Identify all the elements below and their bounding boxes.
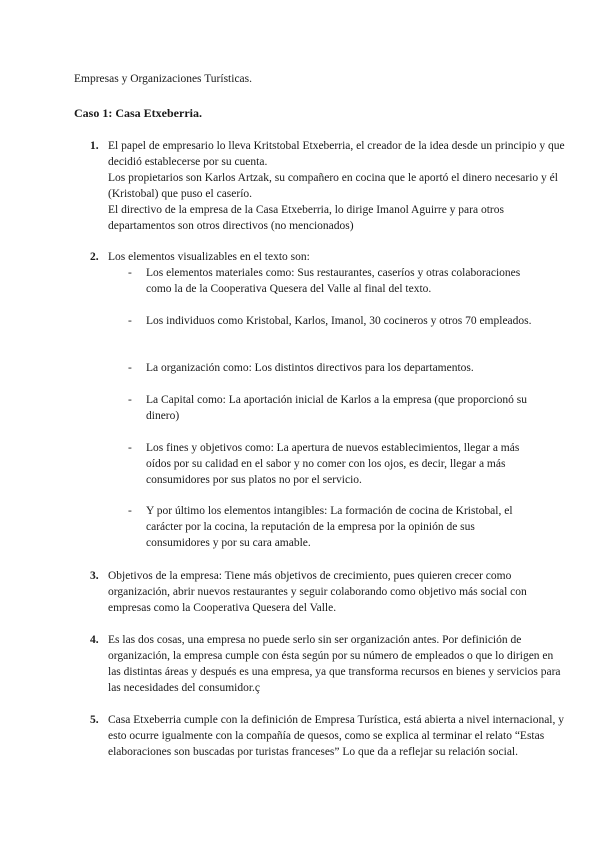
question-body xyxy=(108,712,568,760)
question-body xyxy=(108,568,568,616)
question-body xyxy=(108,138,568,234)
question-number: 2. xyxy=(90,251,99,263)
paragraph: Casa Etxeberria cumple con la definición de Empresa Turística, está abierta a nivel internacional, y esto ocurre igualmente con la compañía de quesos, como se explica al terminar el relato “Estas elaboraciones son buscadas por turistas franceses” Lo que da a reflejar su relación social. xyxy=(108,714,565,758)
case-title: Caso 1: Casa Etxeberria. xyxy=(74,106,202,120)
paragraph: Es las dos cosas, una empresa no puede serlo sin ser organización antes. Por definición de organización, la empresa cumple con ésta según por su número de empleados o que lo dirigen en las distintas áreas y después es una empresa, ya que transforma recursos en bienes y servicios para las necesidades del consumidor.ç xyxy=(108,634,561,694)
paragraph: El papel de empresario lo lleva Kritstobal Etxeberria, el creador de la idea desde un principio y que decidió establecerse por su cuenta. xyxy=(108,140,565,168)
document-page: Empresas y Organizaciones Turísticas. Caso 1: Casa Etxeberria. 1. El papel de empresario lo lleva Kritstobal Etxeberria, el creador de la idea desde un principio y que decidió establecerse por su cuenta. Los propietarios son Karlos Artzak, su compañero en cocina que le aportó el dinero necesario y él (Kristobal) que puso el caserío. El directivo de la empresa de la Casa Etxeberria, lo dirige Imanol Aguirre y para otros departamentos son otros directivos (no mencionados) 2. Los elementos visualizables en el texto son: - Los elementos materiales como: Sus restaurantes, caseríos y otras colaboraciones como la de la Cooperativa Quesera del Valle al final del texto. - Los individuos como Kristobal, Karlos, Imanol, 30 cocineros y otros 70 empleados. - La organización como: Los distintos directivos para los departamentos. - La Capital como: La aportación inicial de Karlos a la empresa (que proporcionó su dinero) - Los fines y objetivos como: La apertura de nuevos establecimientos, llegar a más oídos por su calidad en el sabor y no comer con los ojos, es decir, llegar a más consumidores por sus platos no por el servicio. - Y por último los elementos intangibles: La formación de cocina de Kristobal, el carácter por la cocina, la reputación de la empresa por la opinión de sus consumidores y por su cara amable. 3. Objetivos de la empresa: Tiene más objetivos de crecimiento, pues quieren crecer como organización, abrir nuevos restaurantes y seguir colaborando como objetivo más social con empresas como la Cooperativa Quesera del Valle. 4. Es las dos cosas, una empresa no puede serlo sin ser organización antes. Por definición de organización, la empresa cumple con ésta según por su número de empleados o que lo dirigen en las distintas áreas y después es una empresa, ya que transforma recursos en bienes y servicios para las necesidades del consumidor.ç 5. Casa Etxeberria cumple con la definición de Empresa Turística, está abierta a nivel internacional, y esto ocurre igualmente con la compañía de quesos, como se explica al terminar el relato “Estas elaboraciones son buscadas por turistas franceses” Lo que da a reflejar su relación social. xyxy=(0,0,600,848)
question-number: 5. xyxy=(90,714,99,726)
paragraph: El directivo de la empresa de la Casa Etxeberria, lo dirige Imanol Aguirre y para otros departamentos son otros directivos (no mencionados) xyxy=(108,204,504,232)
question-body xyxy=(108,249,568,265)
document-header: Empresas y Organizaciones Turísticas. xyxy=(74,73,253,85)
question-body xyxy=(108,632,568,696)
question-number: 3. xyxy=(90,570,99,582)
paragraph: Los elementos visualizables en el texto son: xyxy=(108,251,310,263)
paragraph: Objetivos de la empresa: Tiene más objetivos de crecimiento, pues quieren crecer como organización, abrir nuevos restaurantes y seguir colaborando como objetivo más social con empresas como la Cooperativa Quesera del Valle. xyxy=(108,570,527,614)
question-number: 4. xyxy=(90,634,99,646)
question-number: 1. xyxy=(90,140,99,152)
paragraph: Los propietarios son Karlos Artzak, su compañero en cocina que le aportó el dinero necesario y él (Kristobal) que puso el caserío. xyxy=(108,172,558,200)
